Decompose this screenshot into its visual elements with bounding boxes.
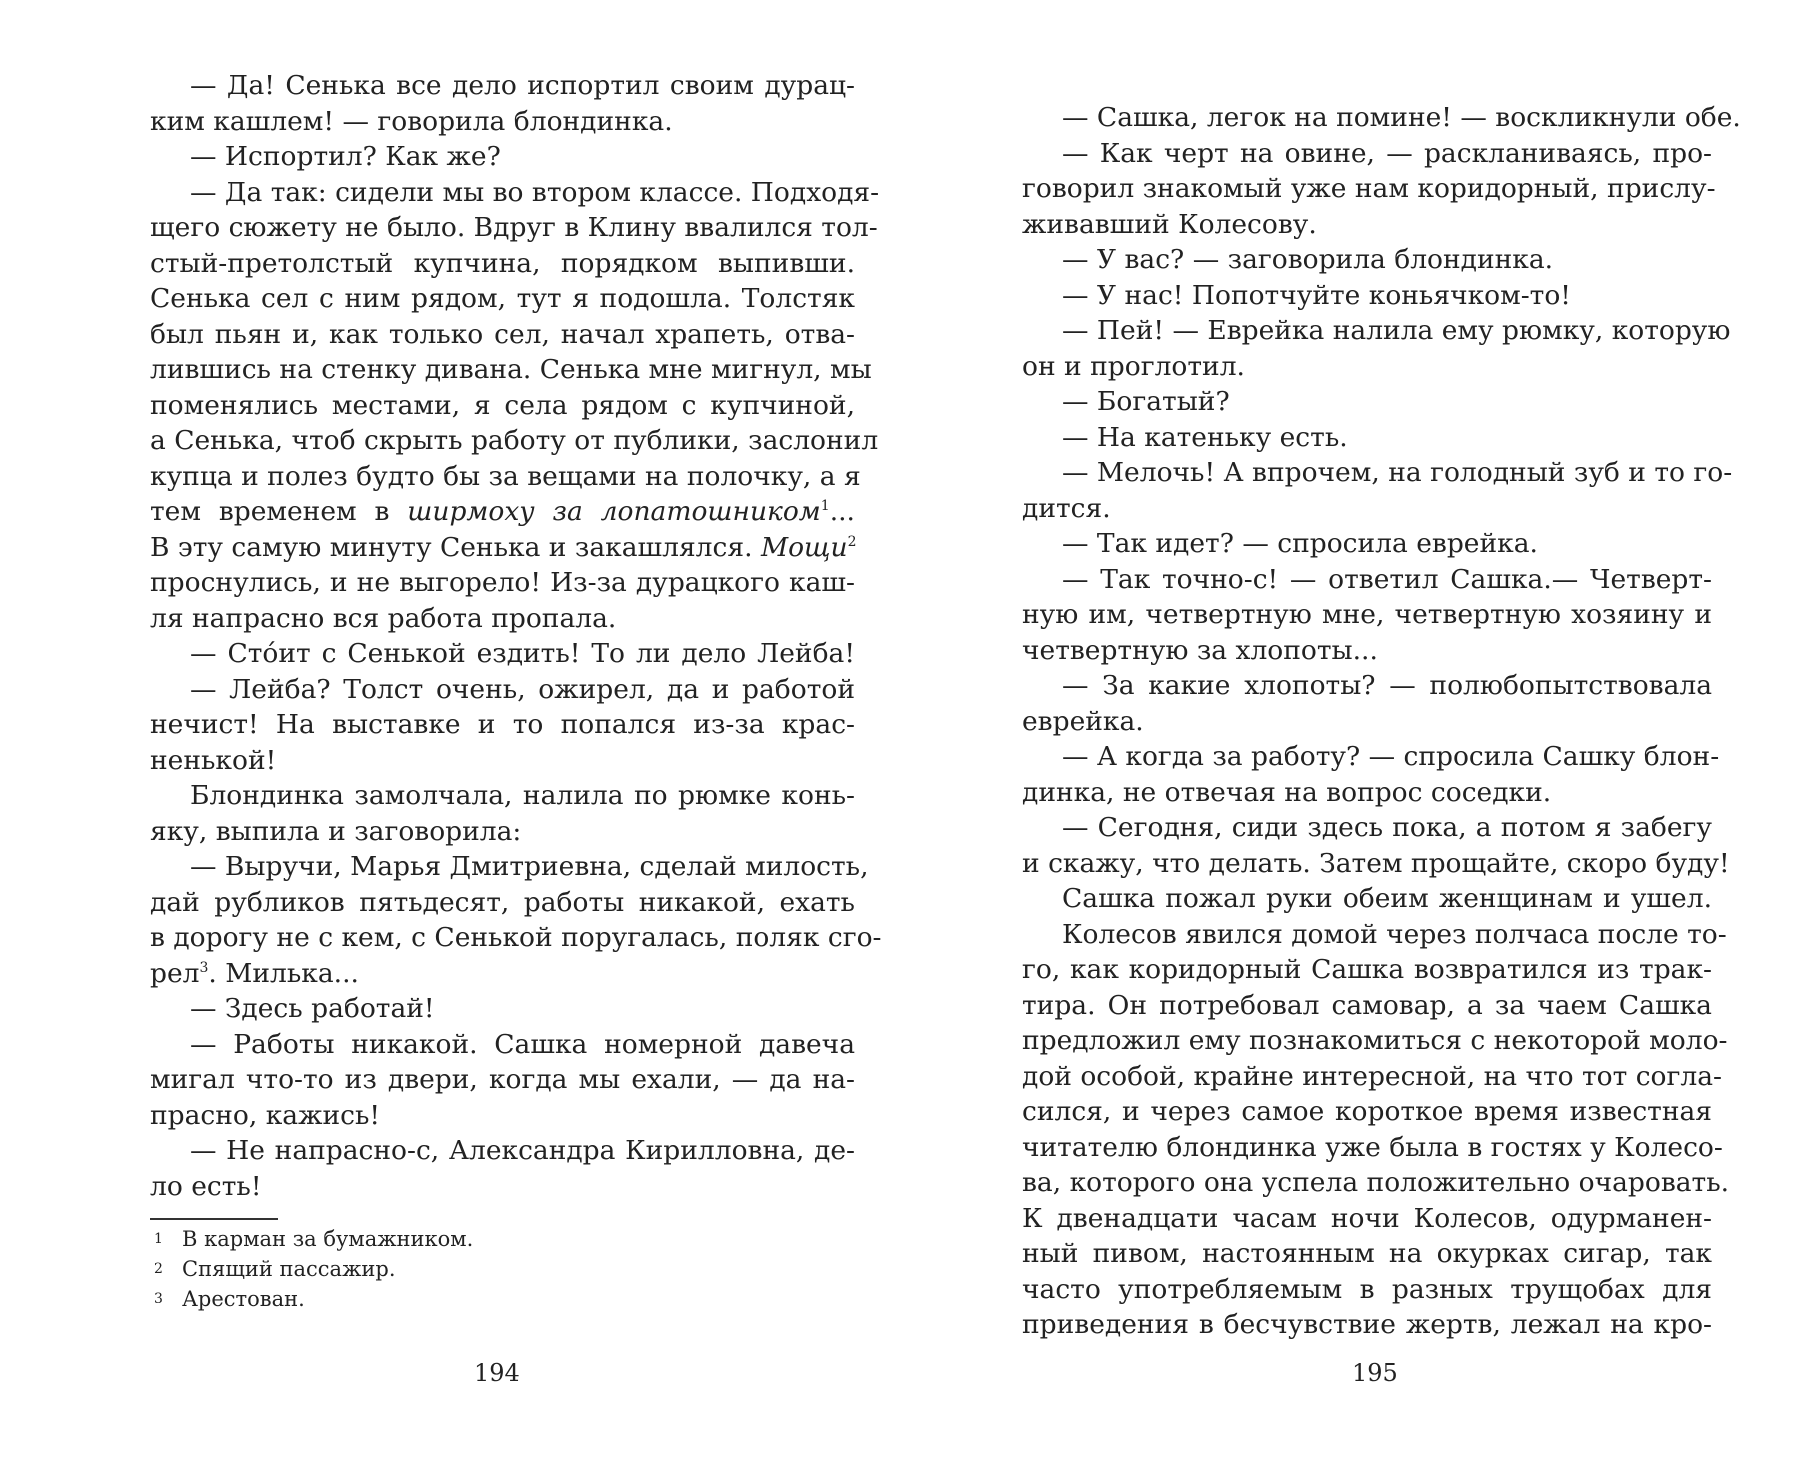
text-line: часто употребляемым в разных трущобах для bbox=[1022, 1273, 1712, 1305]
text-line: поменялись местами, я села рядом с купчиной, bbox=[150, 389, 855, 421]
text-line: го, как коридорный Сашка возвратился из трак- bbox=[1022, 954, 1712, 985]
text-line: проснулись, и не выгорело! Из-за дурацкого каш- bbox=[150, 567, 855, 598]
text-line: ненькой! bbox=[150, 744, 277, 776]
italic-term: Мощи bbox=[760, 531, 848, 563]
text-line: — Лейба? Толст очень, ожирел, да и работой bbox=[190, 673, 855, 705]
text-line: был пьян и, как только сел, начал храпеть, отва- bbox=[150, 318, 855, 350]
text-line: Сенька сел с ним рядом, тут я подошла. Толстяк bbox=[150, 283, 855, 314]
footnote-ref-3: 3 bbox=[199, 959, 209, 976]
text-line: Блондинка замолчала, налила по рюмке конь- bbox=[190, 780, 855, 811]
text-line: — Да! Сенька все дело испортил своим дурац- bbox=[190, 70, 855, 101]
text-line: — Как черт на овине, — раскланиваясь, про- bbox=[1062, 137, 1712, 169]
text-line: ва, которого она успела положительно очаровать. bbox=[1022, 1167, 1730, 1198]
text-line: — У нас! Попотчуйте коньячком-то! bbox=[1062, 279, 1571, 311]
text-line: читателю блондинка уже была в гостях у Колесо- bbox=[1022, 1131, 1723, 1163]
text-line: стый-претолстый купчина, порядком выпивши. bbox=[150, 247, 855, 279]
text-line: предложил ему познакомиться с некоторой моло- bbox=[1022, 1025, 1728, 1056]
text-line: прасно, кажись! bbox=[150, 1099, 381, 1131]
text-line: и скажу, что делать. Затем прощайте, скоро буду! bbox=[1022, 847, 1730, 879]
text-line: тира. Он потребовал самовар, а за чаем Сашка bbox=[1022, 989, 1712, 1021]
footnote bbox=[150, 1224, 855, 1254]
footnote-text: Арестован. bbox=[182, 1287, 305, 1311]
italic-term: ширмоху за лопатошником bbox=[407, 496, 821, 527]
text-line: приведения в бесчувствие жертв, лежал на кро- bbox=[1022, 1309, 1712, 1340]
footnote-text: Спящий пассажир. bbox=[182, 1257, 396, 1281]
text-line: К двенадцати часам ночи Колесов, одурманен- bbox=[1022, 1202, 1712, 1234]
text-line: живавший Колесову. bbox=[1022, 208, 1317, 240]
text-line: — Здесь работай! bbox=[190, 993, 435, 1024]
text-line: динка, не отвечая на вопрос соседки. bbox=[1022, 776, 1552, 808]
footnote-divider bbox=[150, 1218, 278, 1220]
text-line: еврейка. bbox=[1022, 705, 1144, 737]
footnote-number: 1 bbox=[154, 1231, 163, 1247]
text-line: — Богатый? bbox=[1062, 386, 1230, 417]
text-line: щего сюжету не было. Вдруг в Клину ввалился тол- bbox=[150, 212, 878, 243]
text-line: — За какие хлопоты? — полюбопытствовала bbox=[1062, 670, 1712, 701]
text-line: ло есть! bbox=[150, 1170, 262, 1202]
text-line: — Испортил? Как же? bbox=[190, 141, 501, 172]
page-number: 195 bbox=[1352, 1359, 1398, 1387]
text-line: — Да так: сидели мы во втором классе. Подходя- bbox=[190, 176, 880, 208]
text-line: купца и полез будто бы за вещами на полочку, а я bbox=[150, 460, 861, 492]
footnote bbox=[150, 1284, 855, 1314]
footnote bbox=[150, 1254, 855, 1284]
text-line: Колесов явился домой через полчаса после то- bbox=[1062, 918, 1727, 950]
text-line-with-footnote-3 bbox=[150, 956, 855, 992]
text-line: нечист! На выставке и то попался из-за крас- bbox=[150, 709, 855, 740]
footnote-number: 3 bbox=[154, 1291, 163, 1307]
text-line: лившись на стенку дивана. Сенька мне мигнул, мы bbox=[150, 354, 872, 385]
footnote-ref-2: 2 bbox=[847, 533, 857, 550]
text-line-with-footnote-2 bbox=[150, 530, 855, 566]
text-line: ким кашлем! — говорила блондинка. bbox=[150, 105, 673, 137]
text-line: четвертную за хлопоты... bbox=[1022, 634, 1378, 666]
right-page bbox=[1022, 100, 1741, 1343]
text-line: — Пей! — Еврейка налила ему рюмку, которую bbox=[1062, 315, 1731, 346]
text-line: — А когда за работу? — спросила Сашку блон- bbox=[1062, 741, 1720, 772]
footnote-text: В карман за бумажником. bbox=[182, 1227, 474, 1251]
text-line: — Сегодня, сиди здесь пока, а потом я забегу bbox=[1062, 812, 1712, 843]
text-line: дой особой, крайне интересной, на что тот согла- bbox=[1022, 1060, 1722, 1092]
text-fragment: рел bbox=[150, 957, 200, 989]
text-line: — На катеньку есть. bbox=[1062, 421, 1348, 453]
text-line: — Так точно-с! — ответил Сашка.— Четверт- bbox=[1062, 563, 1712, 595]
text-line: в дорогу не с кем, с Сенькой поругалась, поляк сго- bbox=[150, 922, 882, 953]
text-line: ную им, четвертную мне, четвертную хозяину и bbox=[1022, 599, 1712, 630]
text-line: — Так идет? — спросила еврейка. bbox=[1062, 528, 1538, 559]
left-page bbox=[150, 68, 882, 1314]
text-line: — Работы никакой. Сашка номерной давеча bbox=[190, 1028, 855, 1060]
text-line: — Не напрасно-с, Александра Кирилловна, де- bbox=[190, 1135, 855, 1166]
text-line: — Стóит с Сенькой ездить! То ли дело Лейба! bbox=[190, 638, 855, 669]
text-line: дай рубликов пятьдесят, работы никакой, ехать bbox=[150, 886, 855, 918]
text-line: — Мелочь! А впрочем, на голодный зуб и то го- bbox=[1062, 457, 1733, 488]
footnote-number: 2 bbox=[154, 1261, 163, 1277]
text-line: дится. bbox=[1022, 492, 1111, 524]
text-line: мигал что-то из двери, когда мы ехали, — да на- bbox=[150, 1064, 855, 1095]
text-fragment: . Милька... bbox=[208, 957, 359, 989]
text-line: ля напрасно вся работа пропала. bbox=[150, 602, 617, 634]
text-line: а Сенька, чтоб скрыть работу от публики, заслонил bbox=[150, 425, 879, 456]
page-number: 194 bbox=[474, 1359, 520, 1387]
text-line: Сашка пожал руки обеим женщинам и ушел. bbox=[1062, 883, 1712, 914]
text-line: ный пивом, настоянным на окурках сигар, так bbox=[1022, 1238, 1712, 1269]
text-line: говорил знакомый уже нам коридорный, прислу- bbox=[1022, 173, 1716, 204]
footnote-ref-1: 1 bbox=[820, 498, 830, 514]
text-line: сился, и через самое короткое время известная bbox=[1022, 1096, 1712, 1127]
text-line: он и проглотил. bbox=[1022, 350, 1245, 382]
text-line: яку, выпила и заговорила: bbox=[150, 815, 522, 847]
text-line: — Выручи, Марья Дмитриевна, сделай милость, bbox=[190, 851, 869, 882]
text-line: — Сашка, легок на помине! — воскликнули обе. bbox=[1062, 102, 1741, 133]
ellipsis: ... bbox=[829, 496, 855, 527]
text-line: — У вас? — заговорила блондинка. bbox=[1062, 244, 1554, 275]
text-fragment: тем временем в bbox=[150, 496, 390, 527]
text-line-with-footnote-1 bbox=[150, 494, 855, 530]
text-fragment: В эту самую минуту Сенька и закашлялся. bbox=[150, 531, 753, 563]
